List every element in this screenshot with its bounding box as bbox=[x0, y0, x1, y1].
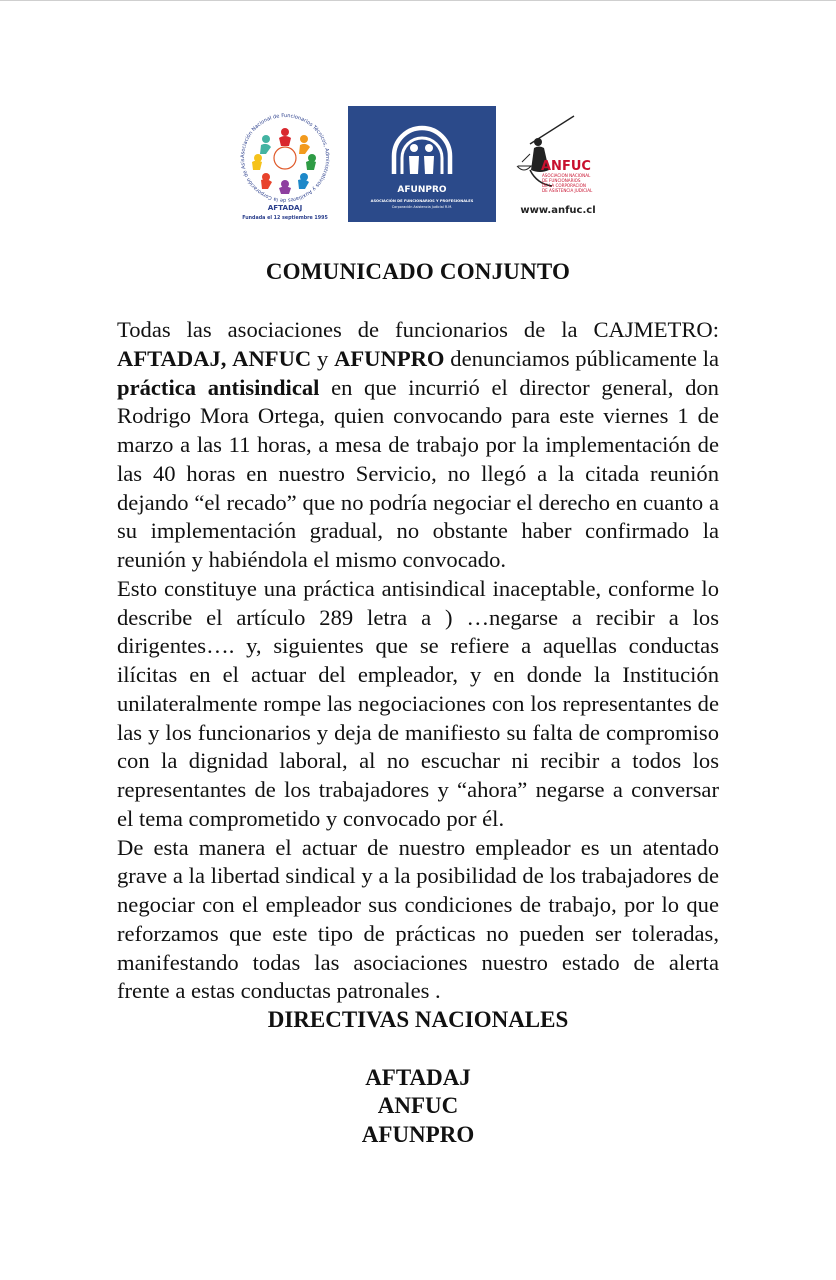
p1-intro: Todas las asociaciones de funcionarios de la CAJMETRO: bbox=[117, 317, 719, 342]
anfuc-line3: DE LA CORPORACION bbox=[542, 183, 586, 188]
top-border bbox=[0, 0, 836, 1]
anfuc-name: ANFUC bbox=[541, 159, 591, 174]
communique-body bbox=[117, 257, 719, 1150]
aftadaj-founded: Fundada el 12 septiembre 1995 bbox=[242, 216, 328, 221]
aftadaj-name: AFTADAJ bbox=[267, 203, 303, 212]
logo-strip bbox=[232, 106, 604, 224]
signatory-afunpro: AFUNPRO bbox=[361, 1122, 475, 1147]
p1-emphasis: práctica antisindical bbox=[117, 374, 320, 400]
paragraph-1: Todas las asociaciones de funcionarios de la CAJMETRO: AFTADAJ, ANFUC y AFUNPRO denunciamos públicamente la práctica antisindical en que incurrió el director general, don Rodrigo Mora Ortega, quien convocando para este viernes 1 de marzo a las 11 horas, a mesa de trabajo por la implementación de las 40 horas en nuestro Servicio, no llegó a la citada reunión dejando “el recado” que no podría negociar el derecho en cuanto a su implementación gradual, no obstante haber confirmado la reunión y habiéndola el mismo convocado. bbox=[117, 317, 720, 572]
p1-org-aftadaj: AFTADAJ, bbox=[117, 345, 227, 371]
anfuc-url: www.anfuc.cl bbox=[520, 205, 596, 216]
paragraph-3: De esta manera el actuar de nuestro empleador es un atentado grave a la libertad sindical y a la posibilidad de los trabajadores de negociar con el empleador sus condiciones de trabajo, por lo que reforzamos que este tipo de prácticas no pueden ser toleradas, manifestando todas las asociaciones nuestro estado de alerta frente a estas conductas patronales . bbox=[117, 834, 719, 1004]
aftadaj-logo bbox=[232, 106, 338, 224]
paragraph-2: Esto constituye una práctica antisindical inaceptable, conforme lo describe el artículo 289 letra a ) …negarse a recibir a los dirigentes…. y, siguientes que se refiere a aquellas conductas ilícitas en el actuar del empleador, y en donde la Institución unilateralmente rompe las negociaciones con los representantes de las y los funcionarios y deja de manifiesto su falta de compromiso con la dignidad laboral, al no escuchar ni recibir a todos los representantes de los trabajadores y “ahora” negarse a conversar el tema comprometido y convocado por él. bbox=[117, 575, 719, 831]
p1-org-afunpro: AFUNPRO bbox=[334, 345, 445, 371]
anfuc-logo bbox=[508, 106, 604, 224]
p1-mid: denunciamos públicamente la bbox=[444, 345, 720, 371]
signature-title: DIRECTIVAS NACIONALES bbox=[267, 1007, 569, 1032]
page-title: COMUNICADO CONJUNTO bbox=[265, 259, 571, 284]
signatory-anfuc: ANFUC bbox=[377, 1093, 459, 1119]
p1-org-anfuc: ANFUC bbox=[232, 345, 312, 371]
p1-rest: en que incurrió el director general, don Rodrigo Mora Ortega, quien convocando para este viernes 1 de marzo a las 11 horas, a mesa de trabajo por la implementación de las 40 horas en nuestro Servicio, no llegó a la citada reunión dejando “el recado” que no podría negociar el derecho en cuanto a su implementación gradual, no obstante haber confirmado la reunión y habiéndola el mismo convocado. bbox=[117, 374, 719, 572]
afunpro-logo bbox=[348, 106, 496, 222]
anfuc-line4: DE ASISTENCIA JUDICIAL bbox=[542, 188, 593, 193]
afunpro-subtitle2: Corporación Asistencia Judicial R.M. bbox=[391, 205, 453, 209]
anfuc-line1: ASOCIACION NACIONAL bbox=[542, 173, 591, 178]
afunpro-subtitle: ASOCIACIÓN DE FUNCIONARIOS Y PROFESIONALES bbox=[370, 199, 474, 203]
signatory-aftadaj: AFTADAJ bbox=[365, 1064, 471, 1090]
afunpro-name: AFUNPRO bbox=[397, 185, 447, 195]
aftadaj-people-ring-icon bbox=[252, 128, 316, 194]
aftadaj-arc-text: Asociación Nacional de Funcionarios Técnicos, Administrativos y Auxiliares de la Corporación de Asis bbox=[239, 112, 331, 204]
anfuc-line2: DE FUNCIONARIOS bbox=[542, 178, 581, 183]
